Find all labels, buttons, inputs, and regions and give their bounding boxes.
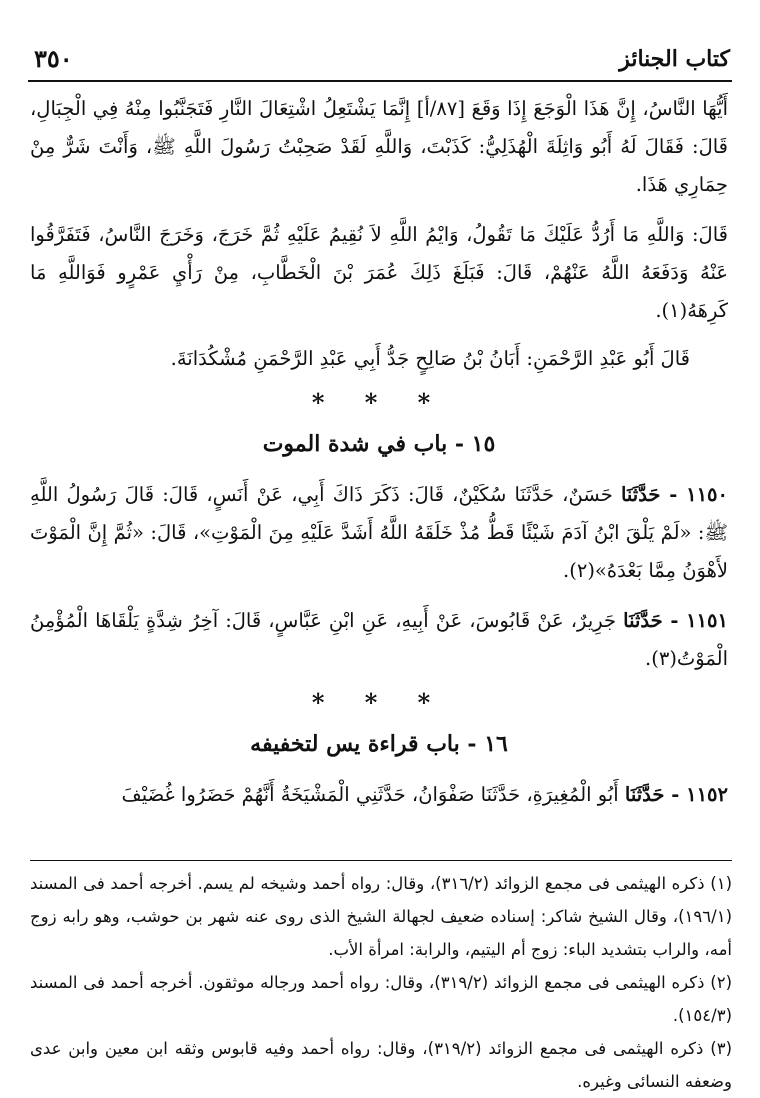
footnote-ref-1: (١). xyxy=(655,299,688,322)
hadith-1152-text: أَبُو الْمُغِيرَةِ، حَدَّثَنَا صَفْوَانُ، حَدَّثَنِي الْمَشْيَخَةُ أَنَّهُمْ حَضَرُوا غُضَيْفَ xyxy=(121,783,625,806)
main-text xyxy=(30,90,728,814)
page-number: ٣٥٠ xyxy=(34,44,73,73)
paragraph-1-text: أَيُّهَا النَّاسُ، إِنَّ هَذَا الْوَجَعَ إِذَا وَقَعَ [٨٧/أ] إِنَّمَا يَشْتَعِلُ اشْتِعَالَ النَّارِ فَتَجَنَّبُوا مِنْهُ فِي الْجِبَالِ، قَالَ: فَقَالَ لَهُ أَبُو وَاثِلَةَ الْهُذَلِيُّ: كَذَبْتَ، وَاللَّهِ لَقَدْ صَحِبْتُ رَسُولَ اللَّهِ ﷺ، وَأَنْتَ شَرٌّ مِنْ حِمَارِي هَذَا. xyxy=(30,97,729,196)
footnote-2: (٢) ذكره الهيثمى فى مجمع الزوائد (٣١٩/٢)، وقال: رواه أحمد ورجاله موثقون. أخرجه أحمد فى المسند (١٥٤/٣). xyxy=(30,973,733,1025)
running-header xyxy=(28,40,732,82)
footnote-ref-2: (٢). xyxy=(563,559,595,582)
paragraph-2-text: قَالَ: وَاللَّهِ مَا أَرُدُّ عَلَيْكَ مَا تَقُولُ، وَايْمُ اللَّهِ لاَ نُقِيمُ عَلَيْهِ ثُمَّ خَرَجَ، وَخَرَجَ النَّاسُ، فَتَفَرَّقُوا عَنْهُ وَدَفَعَهُ اللَّهُ عَنْهُمْ، قَالَ: فَبَلَغَ ذَلِكَ عُمَرَ بْنَ الْخَطَّابِ، مِنْ رَأْيِ عَمْرٍو فَوَاللَّهِ مَا كَرِهَهُ xyxy=(30,223,728,322)
chapter-heading-16: ١٦ - باب قراءة يس لتخفيفه xyxy=(250,731,508,757)
footnote-3: (٣) ذكره الهيثمى فى مجمع الزوائد (٣١٩/٢)، وقال: رواه أحمد وفيه قابوس وثقه ابن معين وابن عدى وضعفه النسائى وغيره. xyxy=(30,1039,732,1091)
footnote-ref-3: (٣). xyxy=(645,647,677,670)
section-divider-1: * * * xyxy=(311,388,447,417)
hadith-1150-number: ١١٥٠ - حَدَّثَنَا xyxy=(620,483,728,506)
paragraph-3-text: قَالَ أَبُو عَبْدِ الرَّحْمَنِ: أَبَانُ بْنُ صَالِحٍ جَدُّ أَبِي عَبْدِ الرَّحْمَنِ مُشْكُدَانَةَ. xyxy=(170,347,690,370)
paragraph-3 xyxy=(30,340,690,378)
hadith-1150 xyxy=(30,476,728,590)
hadith-1152 xyxy=(30,776,728,814)
hadith-1151-text: جَرِيرٌ، عَنْ قَابُوسَ، عَنْ أَبِيهِ، عَنِ ابْنِ عَبَّاسٍ، قَالَ: آخِرُ شِدَّةٍ يَلْقَاهَا الْمُؤْمِنُ الْمَوْتُ xyxy=(30,609,728,670)
section-divider-2: * * * xyxy=(311,688,447,717)
hadith-1151 xyxy=(30,602,728,678)
hadith-1151-number: ١١٥١ - حَدَّثَنَا xyxy=(623,609,728,632)
hadith-1152-number: ١١٥٢ - حَدَّثَنَا xyxy=(624,783,728,806)
footnotes xyxy=(30,860,732,1098)
hadith-1150-text: حَسَنٌ، حَدَّثَنَا سُكَيْنٌ، قَالَ: ذَكَرَ ذَاكَ أَبِي، عَنْ أَنَسٍ، قَالَ: قَالَ رَسُولُ اللَّهِ ﷺ: «لَمْ يَلْقَ ابْنُ آدَمَ شَيْئًا قَطُّ مُذْ خَلَقَهُ اللَّهُ أَشَدَّ عَلَيْهِ مِنَ الْمَوْتِ»، قَالَ: «ثُمَّ إِنَّ الْمَوْتَ لأَهْوَنُ مِمَّا بَعْدَهُ» xyxy=(30,483,728,582)
book-title: كتاب الجنائز xyxy=(619,46,730,72)
paragraph-2 xyxy=(30,216,728,330)
paragraph-1 xyxy=(30,90,728,204)
footnote-1: (١) ذكره الهيثمى فى مجمع الزوائد (٣١٦/٢)، وقال: رواه أحمد وشيخه لم يسم. أخرجه أحمد فى المسند (١٩٦/١)، وقال الشيخ شاكر: إسناده ضعيف لجهالة الشيخ الذى روى عنه شهر بن حوشب، وهو رابه زوج أمه، والراب بتشديد الباء: زوج أم اليتيم، والرابة: امرأة الأب. xyxy=(30,874,732,959)
chapter-heading-15: ١٥ - باب في شدة الموت xyxy=(262,431,496,457)
